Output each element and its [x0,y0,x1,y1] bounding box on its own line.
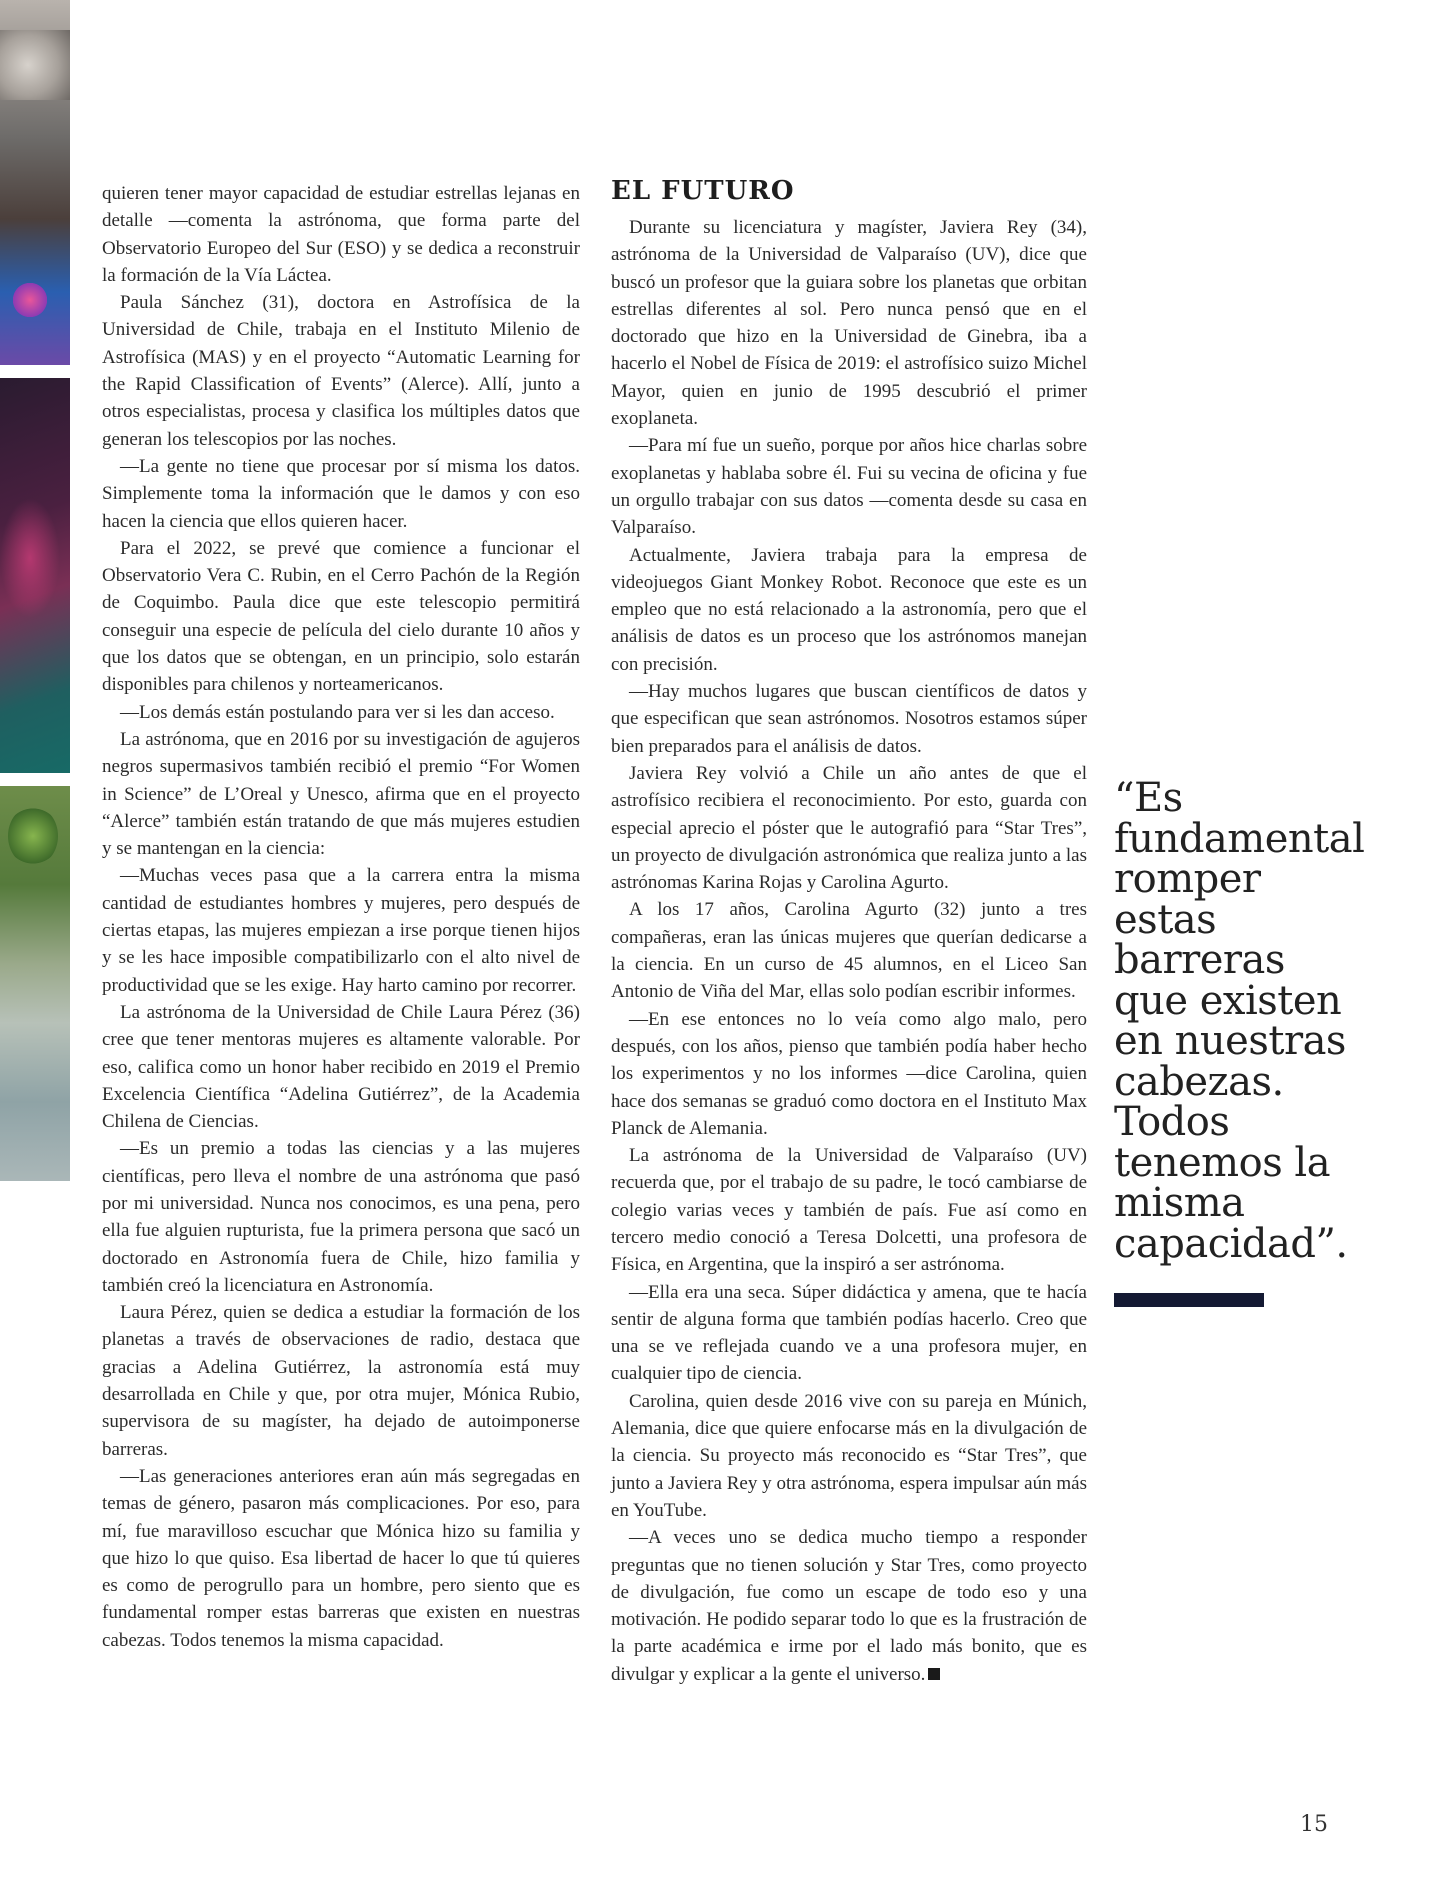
paragraph: —Hay muchos lugares que buscan científicos de datos y que especifican que sean astrónomos. Nosotros estamos súper bien preparados para el análisis de datos. [611,681,1087,757]
page-number: 15 [1300,1812,1328,1837]
photo-detail-flower [10,280,50,320]
paragraph: Durante su licenciatura y magíster, Javiera Rey (34), astrónoma de la Universidad de Valparaíso (UV), dice que buscó un profesor que la guiara sobre los planetas que orbitan estrellas diferentes al sol. Pero nunca pensó que en el doctorado que hizo en la Universidad de Ginebra, iba a hacerlo el Nobel de Física de 2019: el astrofísico suizo Michel Mayor, quien en junio de 1995 descubrió el primer exoplaneta. [611,217,1087,430]
photo-detail-leaves [8,806,58,866]
photo-detail-glow [0,498,60,618]
paragraph: A los 17 años, Carolina Agurto (32) junto a tres compañeras, eran las únicas mujeres que querían dedicarse a la ciencia. En un curso de 45 alumnos, en el Liceo San Antonio de Viña del Mar, ellas solo podían escribir informes. [611,899,1087,1003]
paragraph: —La gente no tiene que procesar por sí misma los datos. Simplemente toma la información que le damos y con eso hacen la ciencia que ellos quieren hacer. [102,455,580,532]
paragraph: Carolina, quien desde 2016 vive con su pareja en Múnich, Alemania, dice que quiere enfocarse más en la divulgación de la ciencia. Su proyecto más reconocido es “Star Tres”, que junto a Javiera Rey y otra astrónoma, espera impulsar aún más en YouTube. [611,1390,1087,1521]
article-middle-column [611,180,1087,1688]
paragraph: —Es un premio a todas las ciencias y a las mujeres científicas, pero lleva el nombre de una astrónoma que pasó por mi universidad. Nunca nos conocimos, es una pena, pero ella fue alguien rupturista, fue la primera persona que sacó un doctorado en Astronomía fuera de Chile, hizo familia y también creó la licenciatura en Astronomía. [102,1138,580,1296]
paragraph: Javiera Rey volvió a Chile un año antes de que el astrofísico recibiera el reconocimiento. Por esto, guarda con especial aprecio el póster que le autografió para “Star Tres”, un proyecto de divulgación astronómica que realiza junto a las astrónomas Karina Rojas y Carolina Agurto. [611,762,1087,894]
paragraph: —Las generaciones anteriores eran aún más segregadas en temas de género, pasaron más complicaciones. Por eso, para mí, fue maravilloso escuchar que Mónica hizo su familia y que hizo lo que quiso. Esa libertad de hacer lo que tú quieres es como de perogrullo para un hombre, pero siento que es fundamental romper estas barreras que existen en nuestras cabezas. Todos tenemos la misma capacidad. [102,1465,580,1651]
photo-detail-car [0,30,70,100]
article-left-column [102,180,580,1654]
paragraph: La astrónoma de la Universidad de Valparaíso (UV) recuerda que, por el trabajo de su padre, le tocó cambiarse de colegio varias veces y también de país. Fue así como en tercero medio conoció a Teresa Dolcetti, una profesora de Física, en Argentina, que la inspiró a ser astrónoma. [611,1145,1087,1276]
paragraph: —Ella era una seca. Súper didáctica y amena, que te hacía sentir de alguna forma que también podías hacerlo. Creo que una se ve reflejada cuando ve a una profesora mujer, en cualquier tipo de ciencia. [611,1281,1087,1385]
paragraph: quieren tener mayor capacidad de estudiar estrellas lejanas en detalle —comenta la astrónoma, que forma parte del Observatorio Europeo del Sur (ESO) y se dedica a reconstruir la formación de la Vía Láctea. [102,183,580,286]
photo-crop-middle [0,378,70,773]
section-heading: EL FUTURO [611,176,795,206]
paragraph: Actualmente, Javiera trabaja para la empresa de videojuegos Giant Monkey Robot. Reconoce que este es un empleo que no está relacionado a la astronomía, pero que el análisis de datos es un proceso que los astrónomos manejan con precisión. [611,544,1087,675]
paragraph: —Muchas veces pasa que a la carrera entra la misma cantidad de estudiantes hombres y mujeres, pero después de ciertas etapas, las mujeres empiezan a irse porque tienen hijos y se les hace imposible compatibilizarlo con el alto nivel de productividad que se les exige. Hay harto camino por recorrer. [102,865,580,996]
paragraph: —Para mí fue un sueño, porque por años hice charlas sobre exoplanetas y hablaba sobre él. Fui su vecina de oficina y fue un orgullo trabajar con sus datos —comenta desde su casa en Valparaíso. [611,435,1087,539]
photo-crop-top [0,0,70,365]
pull-quote: “Es fundamental romper estas barreras que existen en nuestras cabezas. Todos tenemos la misma capacidad”. [1114,775,1365,1267]
paragraph: —En ese entonces no lo veía como algo malo, pero después, con los años, pienso que también podía haber hecho los experimentos y no los informes —dice Carolina, quien hace dos semanas se graduó como doctora en el Instituto Max Planck de Alemania. [611,1008,1087,1139]
paragraph: Paula Sánchez (31), doctora en Astrofísica de la Universidad de Chile, trabaja en el Instituto Milenio de Astrofísica (MAS) y en el proyecto “Automatic Learning for the Rapid Classification of Events” (Alerce). Allí, junto a otros especialistas, procesa y clasifica los múltiples datos que generan los telescopios por las noches. [102,292,580,450]
paragraph: La astrónoma, que en 2016 por su investigación de agujeros negros supermasivos también recibió el premio “For Women in Science” de L’Oreal y Unesco, afirma que en el proyecto “Alerce” también están tratando de que más mujeres estudien y se mantengan en la ciencia: [102,728,580,860]
paragraph-text: —A veces uno se dedica mucho tiempo a responder preguntas que no tienen solución y Star Tres, como proyecto de divulgación, fue como un escape de todo eso y una motivación. He podido separar todo lo que es la frustración de la parte académica e irme por el lado más bonito, que es divulgar y explicar a la gente el universo. [611,1527,1087,1685]
paragraph: —Los demás están postulando para ver si les dan acceso. [120,701,555,723]
paragraph: Para el 2022, se prevé que comience a funcionar el Observatorio Vera C. Rubin, en el Cerro Pachón de la Región de Coquimbo. Paula dice que este telescopio permitirá conseguir una especie de película del cielo durante 10 años y que los datos que se obtengan, en un principio, solo estarán disponibles para chilenos y norteamericanos. [102,537,580,696]
paragraph: La astrónoma de la Universidad de Chile Laura Pérez (36) cree que tener mentoras mujeres es altamente valorable. Por eso, califica como un honor haber recibido en 2019 el Premio Excelencia Científica “Adelina Gutiérrez”, de la Academia Chilena de Ciencias. [102,1001,580,1133]
end-of-article-square-icon [928,1668,940,1680]
paragraph: Laura Pérez, quien se dedica a estudiar la formación de los planetas a través de observaciones de radio, destaca que gracias a Adelina Gutiérrez, la astronomía está muy desarrollada en Chile y que, por otra mujer, Mónica Rubio, supervisora de su magíster, ha dejado de autoimponerse barreras. [102,1302,580,1460]
pull-quote-rule [1114,1293,1264,1307]
photo-crop-bottom [0,786,70,1181]
last-paragraph [611,1524,1087,1688]
